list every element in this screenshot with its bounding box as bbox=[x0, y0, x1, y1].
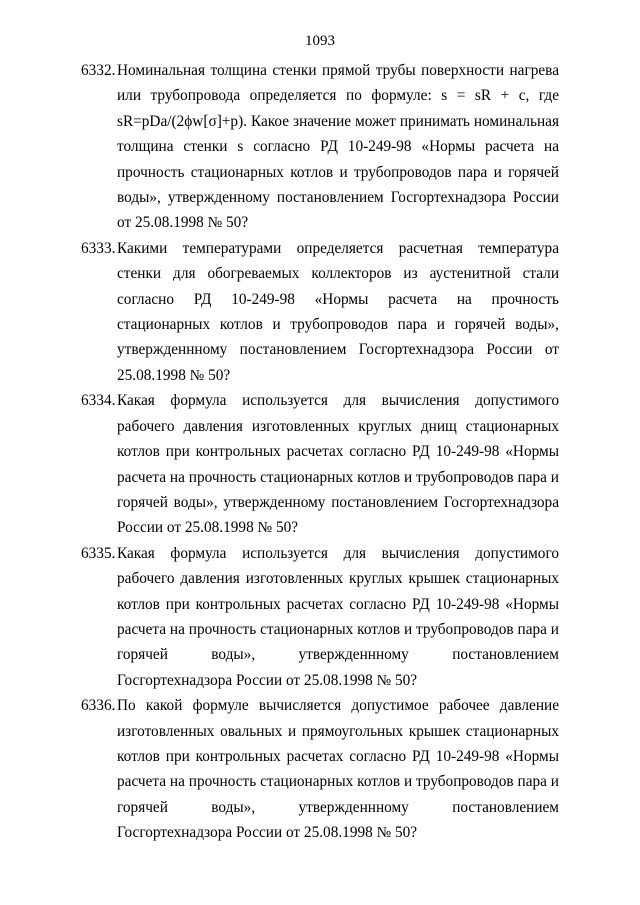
question-item bbox=[81, 541, 559, 693]
question-text: Какая формула используется для вычисления допустимого рабочего давления изготовленных круглых крышек стационарных котлов при контрольных расчетах согласно РД 10-249-98 «Нормы расчета на прочность стационарных котлов и трубопроводов пара и горячей воды», утвержденнному постановлением Госгортехнадзора России от 25.08.1998 № 50? bbox=[117, 544, 559, 689]
question-text: Какая формула используется для вычисления допустимого рабочего давления изготовленных круглых днищ стационарных котлов при контрольных расчетах согласно РД 10-249-98 «Нормы расчета на прочность стационарных котлов и трубопроводов пара и горячей воды», утвержденному постановлением Госгортехнадзора России от 25.08.1998 № 50? bbox=[117, 392, 559, 537]
question-text: По какой формуле вычисляется допустимое рабочее давление изготовленных овальных и прямоугольных крышек стационарных котлов при контрольных расчетах согласно РД 10-249-98 «Нормы расчета на прочность стационарных котлов и трубопроводов пара и горячей воды», утвержденнному постановлением Госгортехнадзора России от 25.08.1998 № 50? bbox=[117, 697, 559, 842]
question-number: 6332. bbox=[81, 62, 116, 79]
question-item bbox=[81, 693, 559, 845]
question-list bbox=[81, 58, 559, 846]
question-item bbox=[81, 236, 559, 388]
question-number: 6335. bbox=[81, 544, 116, 562]
question-item bbox=[81, 58, 559, 236]
question-number: 6336. bbox=[81, 697, 116, 715]
question-item bbox=[81, 388, 559, 540]
question-number: 6333. bbox=[81, 239, 116, 257]
question-number: 6334. bbox=[81, 392, 116, 410]
question-text: Какими температурами определяется расчетная температура стенки для обогреваемых коллекторов из аустенитной стали согласно РД 10-249-98 «Нормы расчета на прочность стационарных котлов и трубопроводов пара и горячей воды», утвержденнному постановлением Госгортехнадзора России от 25.08.1998 № 50? bbox=[117, 239, 559, 384]
question-text: Номинальная толщина стенки прямой трубы поверхности нагрева или трубопровода определяется по формуле: s = sR + c, где sR=pDa/(2ϕw[σ]+p). Какое значение может принимать номинальная толщина стенки s согласно РД 10-249-98 «Нормы расчета на прочность стационарных котлов и трубопроводов пара и горячей воды», утвержденному постановлением Госгортехнадзора России от 25.08.1998 № 50? bbox=[117, 62, 559, 232]
page-number: 1093 bbox=[305, 33, 335, 49]
